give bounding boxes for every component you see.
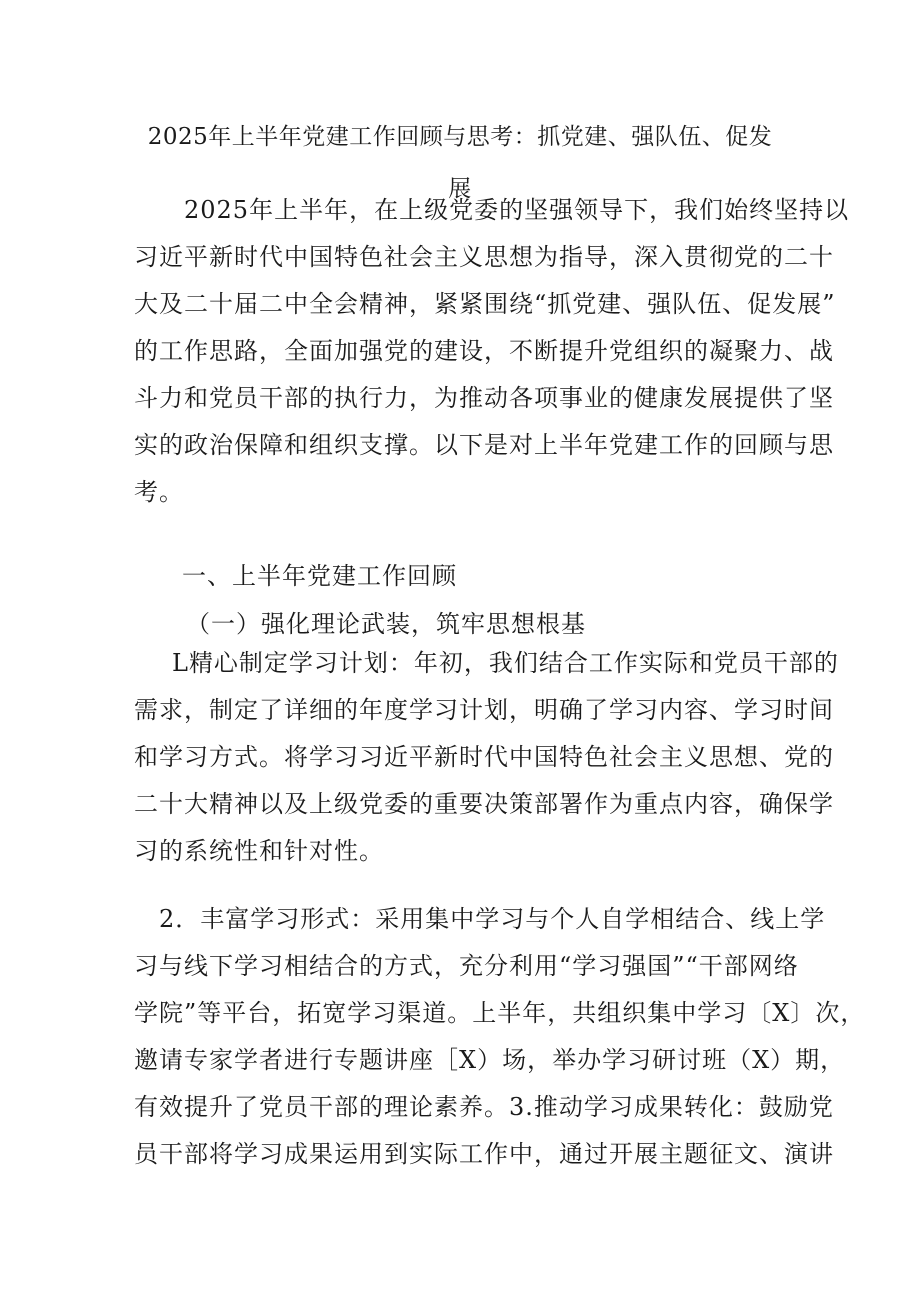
item-1-line: 和学习方式。将学习习近平新时代中国特色社会主义思想、党的 — [134, 743, 834, 771]
intro-line: 大及二十届二中全会精神，紧紧围绕“抓党建、强队伍、促发展” — [134, 290, 836, 318]
item-1-paragraph — [134, 640, 839, 875]
section-heading: 一、上半年党建工作回顾 — [182, 562, 457, 590]
item-2-line: 有效提升了党员干部的理论素养。3.推动学习成果转化：鼓励党 — [134, 1093, 834, 1121]
item-2-line: 员干部将学习成果运用到实际工作中，通过开展主题征文、演讲 — [134, 1140, 834, 1168]
item-1-line: 习的系统性和针对性。 — [134, 837, 384, 865]
item-1-line: L精心制定学习计划：年初，我们结合工作实际和党员干部的 — [172, 649, 839, 677]
item-2-line: 习与线下学习相结合的方式，充分利用“学习强国”“干部网络 — [134, 952, 799, 980]
intro-line: 实的政治保障和组织支撑。以下是对上半年党建工作的回顾与思 — [134, 431, 834, 459]
intro-line: 的工作思路，全面加强党的建设，不断提升党组织的凝聚力、战 — [134, 337, 834, 365]
item-1-line: 二十大精神以及上级党委的重要决策部署作为重点内容，确保学 — [134, 790, 834, 818]
title-line-1: 2025年上半年党建工作回顾与思考：抓党建、强队伍、促发 — [147, 124, 773, 150]
item-2-paragraph — [134, 896, 866, 1178]
intro-paragraph — [134, 187, 850, 516]
intro-line: 斗力和党员干部的执行力，为推动各项事业的健康发展提供了坚 — [134, 384, 834, 412]
subsection-heading: （一）强化理论武装，筑牢思想根基 — [186, 610, 586, 638]
title-line-2: 展 — [448, 176, 472, 202]
intro-line: 2025年上半年，在上级党委的坚强领导下，我们始终坚持以 — [134, 196, 850, 224]
item-2-line: 邀请专家学者进行专题讲座［X）场，举办学习研讨班（X）期， — [134, 1046, 846, 1074]
item-1-line: 需求，制定了详细的年度学习计划，明确了学习内容、学习时间 — [134, 696, 834, 724]
intro-line: 考。 — [134, 478, 184, 506]
intro-line: 习近平新时代中国特色社会主义思想为指导，深入贯彻党的二十 — [134, 243, 834, 271]
item-2-line: 学院”等平台，拓宽学习渠道。上半年，共组织集中学习〔X〕次， — [134, 999, 866, 1027]
item-2-line: 2．丰富学习形式：采用集中学习与个人自学相结合、线上学 — [134, 905, 826, 933]
